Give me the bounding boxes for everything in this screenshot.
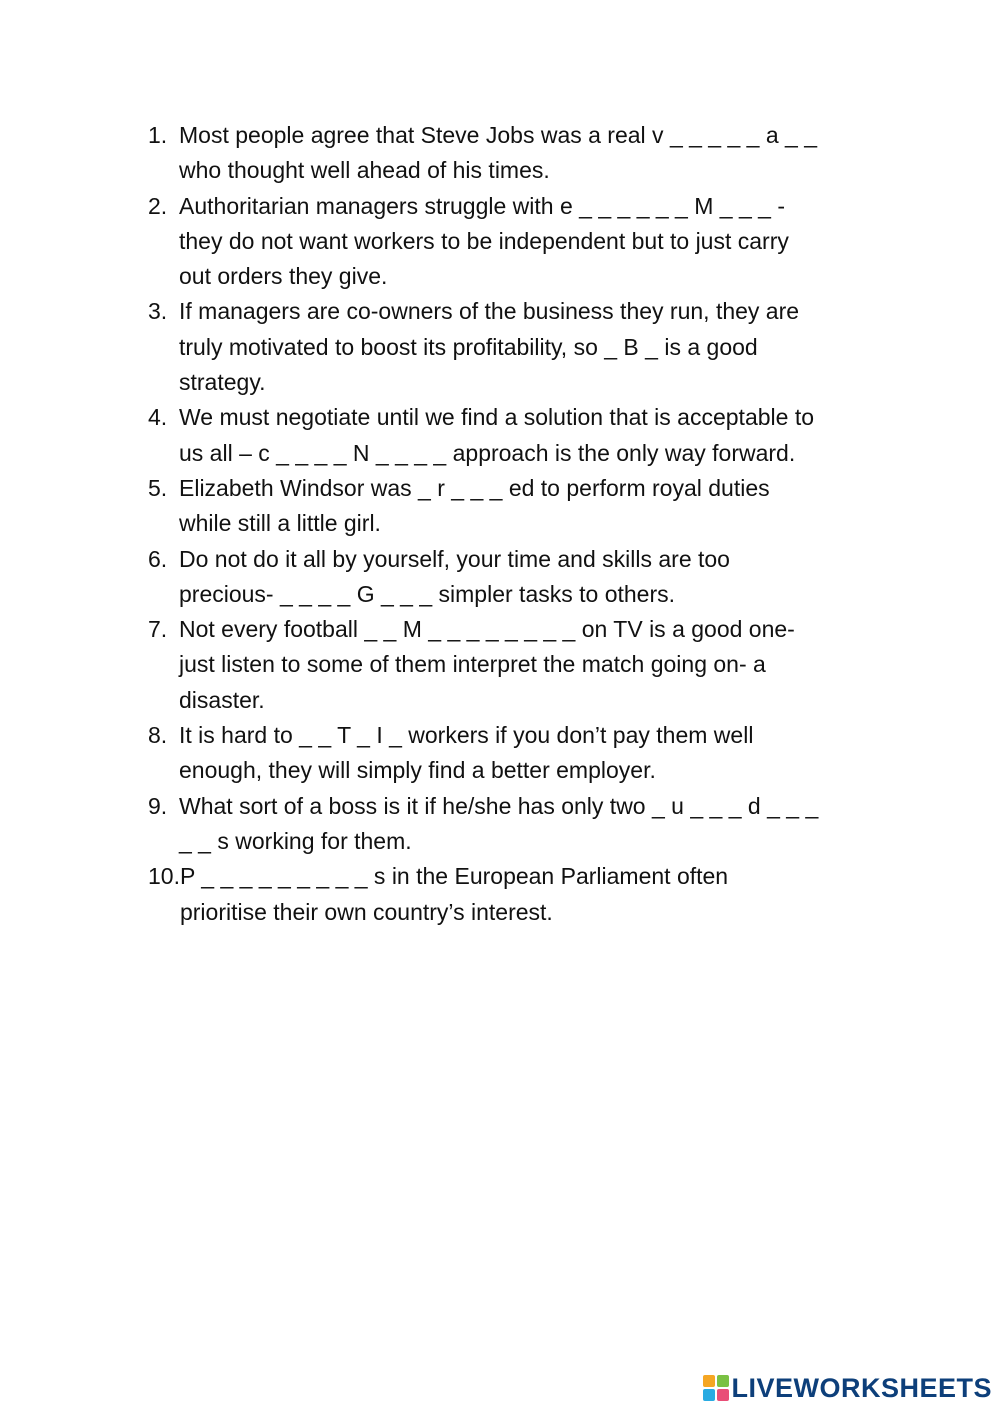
item-number: 9. (148, 792, 168, 819)
item-text: It is hard to _ _ T _ I _ workers if you don’t pay them well enough, they will simply find a better employer. (179, 722, 754, 784)
exercise-item (148, 789, 888, 860)
item-text: Most people agree that Steve Jobs was a real v _ _ _ _ _ a _ _ who thought well ahead of his times. (179, 122, 818, 184)
exercise-item (148, 471, 888, 542)
exercise-item (148, 118, 888, 189)
item-text: Do not do it all by yourself, your time and skills are too precious- _ _ _ _ G _ _ _ simpler tasks to others. (179, 545, 730, 607)
exercise-item (148, 542, 888, 613)
item-number: 1. (148, 122, 168, 148)
item-number: 8. (148, 722, 168, 749)
exercise-list (148, 118, 888, 930)
item-number: 10. (148, 863, 180, 890)
liveworksheets-branding[interactable] (703, 1373, 992, 1403)
item-text: We must negotiate until we find a solution that is acceptable to us all – c _ _ _ _ N _ _ _ _ approach is the only way forward. (179, 404, 815, 466)
exercise-item (148, 718, 888, 789)
logo-square-v (703, 1389, 715, 1401)
exercise-item (148, 859, 888, 930)
item-text: What sort of a boss is it if he/she has only two _ u _ _ _ d _ _ _ _ _ s working for them. (179, 792, 819, 854)
item-number: 5. (148, 474, 168, 501)
brand-name: LIVEWORKSHEETS (731, 1372, 992, 1403)
item-text: Elizabeth Windsor was _ r _ _ _ ed to perform royal duties while still a little girl. (179, 474, 770, 537)
exercise-item (148, 294, 888, 400)
exercise-item (148, 612, 888, 718)
item-number: 2. (148, 192, 168, 219)
liveworksheets-logo-icon (703, 1375, 729, 1401)
item-text: P _ _ _ _ _ _ _ _ _ s in the European Parliament often prioritise their own country’s interest. (179, 863, 729, 925)
exercise-item (148, 400, 888, 471)
logo-square-l (703, 1375, 715, 1387)
logo-square-i (717, 1375, 729, 1387)
item-text: Authoritarian managers struggle with e _ _ _ _ _ _ M _ _ _ - they do not want workers to be independent but to just carry out orders they give. (179, 192, 789, 290)
item-text: If managers are co-owners of the business they run, they are truly motivated to boost its profitability, so _ B _ is a good strategy. (179, 298, 800, 396)
item-number: 3. (148, 298, 168, 325)
item-text: Not every football _ _ M _ _ _ _ _ _ _ _ on TV is a good one- just listen to some of them interpret the match going on- a disaster. (179, 616, 795, 713)
item-number: 4. (148, 404, 168, 431)
exercise-item (148, 189, 888, 295)
item-number: 6. (148, 545, 168, 572)
worksheet (148, 118, 888, 930)
logo-square-e (717, 1389, 729, 1401)
item-number: 7. (148, 616, 168, 643)
